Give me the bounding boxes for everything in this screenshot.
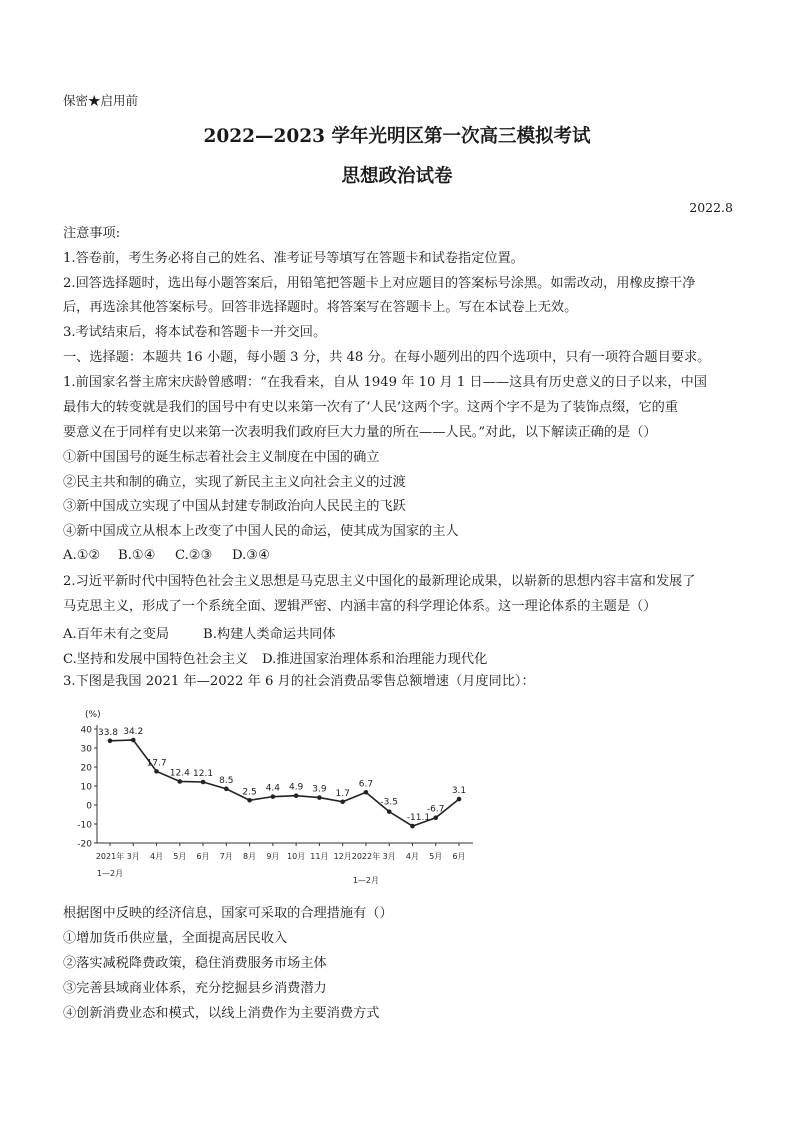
q2-option-b: B.构建人类命运共同体: [203, 627, 336, 642]
data-point: [201, 780, 206, 785]
q1-option-b: B.①④: [118, 548, 156, 563]
y-tick-label: 10: [80, 782, 92, 793]
data-point: [317, 795, 322, 800]
data-label: 4.4: [265, 783, 281, 794]
section-heading: 一、选择题：本题共 16 小题，每小题 3 分，共 48 分。在每小题列出的四个选项中，只有一项符合题目要求。: [63, 350, 711, 365]
q1-statement: ②民主共和制的确立，实现了新民主主义向社会主义的过渡: [63, 475, 406, 490]
y-tick-label: -20: [77, 839, 92, 850]
q1-option-d: D.③④: [232, 548, 270, 563]
data-label: 33.8: [97, 727, 119, 738]
data-point: [340, 799, 345, 804]
data-point: [154, 769, 159, 774]
x-tick-sublabel: 1—2月: [352, 876, 380, 885]
q3-statement: ②落实减税降费政策，稳住消费服务市场主体: [63, 956, 327, 971]
q2-stem-line: 马克思主义，形成了一个系统全面、逻辑严密、内涵丰富的科学理论体系。这一理论体系的主题是（）: [63, 599, 657, 614]
data-point: [131, 738, 136, 743]
data-label: 1.7: [335, 788, 350, 799]
q2-stem-line: 2.习近平新时代中国特色社会主义思想是马克思主义中国化的最新理论成果，以崭新的思想内容丰富和发展了: [63, 574, 696, 589]
y-tick-label: 30: [80, 744, 92, 755]
data-label: 3.9: [312, 784, 327, 795]
data-point: [364, 790, 369, 795]
y-tick-label: 0: [86, 801, 92, 812]
data-point: [294, 793, 299, 798]
x-tick-label: 5月: [429, 852, 443, 861]
x-tick-label: 6月: [196, 852, 210, 861]
q1-option-c: C.②③: [175, 548, 213, 563]
exam-title: 2022—2023 学年光明区第一次高三模拟考试: [203, 126, 591, 147]
x-tick-sublabel: 1—2月: [96, 869, 124, 878]
data-point: [108, 738, 113, 743]
y-axis-unit-label: (%): [85, 710, 101, 720]
x-tick-label: 7月: [219, 852, 233, 861]
notice-item: 1.答卷前，考生务必将自己的姓名、准考证号等填写在答题卡和试卷指定位置。: [63, 251, 524, 266]
data-label: 8.5: [219, 775, 234, 786]
data-point: [178, 779, 183, 784]
data-label: 2.5: [242, 787, 257, 798]
data-label: 17.7: [146, 758, 167, 769]
data-label: 12.4: [169, 768, 190, 779]
q2-option-c: C.坚持和发展中国特色社会主义: [63, 652, 249, 667]
notice-item: 后，再选涂其他答案标号。回答非选择题时。将答案写在答题卡上。写在本试卷上无效。: [63, 300, 578, 315]
x-tick-label: 5月: [173, 852, 187, 861]
q1-stem-line: 最伟大的转变就是我们的国号中有史以来第一次有了‘人民’这两个字。这两个字不是为了装饰点缀，它的重: [63, 400, 679, 415]
q3-question: 根据图中反映的经济信息，国家可采取的合理措施有（）: [63, 906, 393, 921]
exam-date: 2022.8: [689, 200, 733, 215]
data-label: 4.9: [288, 782, 304, 793]
data-point: [410, 824, 415, 829]
q1-stem-line: 要意义在于同样有史以来第一次表明我们政府巨大力量的所在——人民。”对此，以下解读正确的是（）: [63, 425, 657, 440]
x-tick-label: 10月: [287, 852, 306, 861]
q1-statement: ④新中国成立从根本上改变了中国人民的命运，使其成为国家的主人: [63, 524, 459, 539]
x-tick-label: 3月: [126, 852, 140, 861]
q1-option-a: A.①②: [63, 548, 101, 563]
x-tick-label: 2022年: [351, 852, 381, 861]
y-tick-label: 20: [80, 763, 92, 774]
data-point: [224, 787, 229, 792]
data-label: -3.5: [380, 797, 398, 808]
q2-option-d: D.推进国家治理体系和治理能力现代化: [262, 652, 488, 667]
x-tick-label: 9月: [266, 852, 280, 861]
data-point: [457, 797, 462, 802]
data-label: 3.1: [451, 786, 467, 797]
x-tick-label: 6月: [452, 852, 466, 861]
x-tick-label: 8月: [243, 852, 257, 861]
secret-label: 保密★启用前: [63, 93, 139, 108]
retail-sales-growth-chart: [63, 698, 483, 896]
data-point: [433, 815, 438, 820]
x-tick-label: 11月: [310, 852, 329, 861]
x-tick-label: 3月: [382, 852, 396, 861]
q3-statement: ①增加货币供应量，全面提高居民收入: [63, 931, 288, 946]
y-tick-label: 40: [80, 725, 92, 736]
q1-statement: ①新中国国号的诞生标志着社会主义制度在中国的确立: [63, 450, 380, 465]
x-tick-label: 12月: [333, 852, 352, 861]
q3-statement: ④创新消费业态和模式，以线上消费作为主要消费方式: [63, 1006, 380, 1021]
x-tick-label: 2021年: [95, 852, 125, 861]
data-point: [387, 809, 392, 814]
y-tick-label: -10: [77, 820, 92, 831]
x-tick-label: 4月: [405, 852, 420, 861]
notice-item: 3.考试结束后，将本试卷和答题卡一并交回。: [63, 325, 327, 340]
q3-statement: ③完善县域商业体系，充分挖掘县乡消费潜力: [63, 981, 327, 996]
x-tick-label: 4月: [149, 852, 164, 861]
data-point: [247, 798, 252, 803]
q1-statement: ③新中国成立实现了中国从封建专制政治向人民民主的飞跃: [63, 499, 406, 514]
notice-item: 2.回答选择题时，选出每小题答案后，用铅笔把答题卡上对应题目的答案标号涂黑。如需改动，用橡皮擦干净: [63, 276, 696, 291]
data-label: 6.7: [358, 779, 374, 790]
q2-option-a: A.百年未有之变局: [63, 627, 170, 642]
data-point: [271, 794, 276, 799]
data-label: -6.7: [426, 804, 445, 815]
notice-heading: 注意事项:: [63, 226, 121, 241]
data-label: -11.1: [406, 813, 431, 824]
q3-stem: 3.下图是我国 2021 年—2022 年 6 月的社会消费品零售总额增速（月度同比）：: [63, 674, 535, 689]
data-label: 34.2: [123, 727, 144, 738]
q1-stem-line: 1.前国家名誉主席宋庆龄曾感喟：“在我看来，自从 1949 年 10 月 1 日——这具有历史意义的日子以来，中国: [63, 375, 707, 390]
exam-subtitle: 思想政治试卷: [341, 166, 453, 187]
data-label: 12.1: [193, 769, 214, 780]
